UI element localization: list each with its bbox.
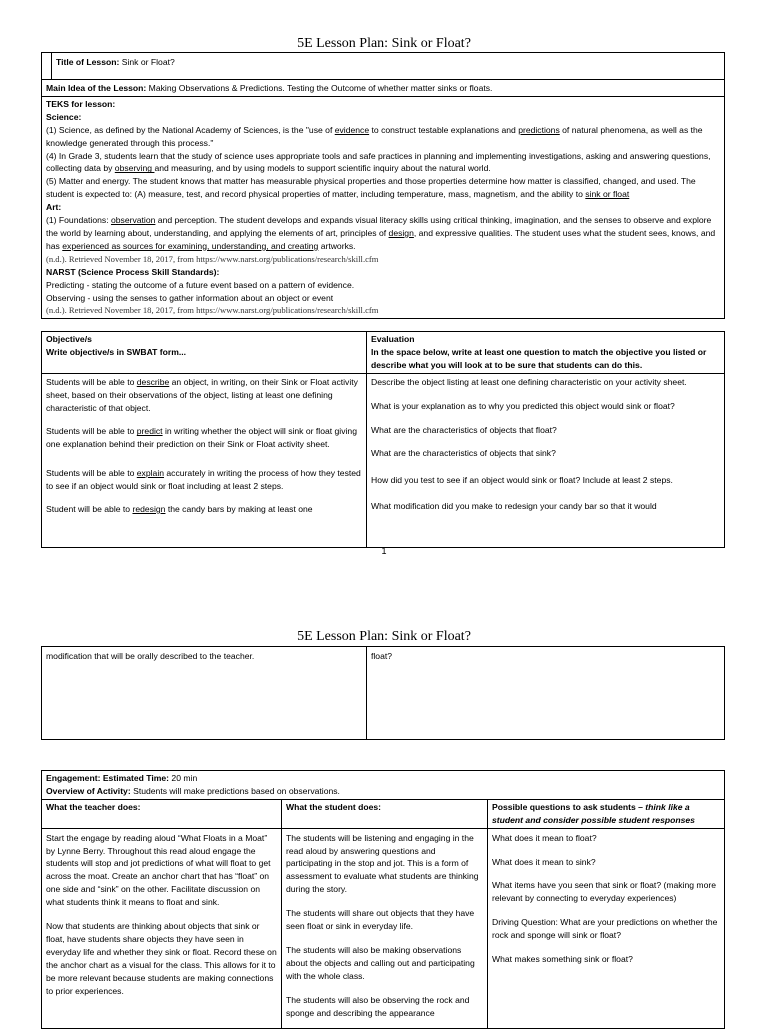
reference-2: (n.d.). Retrieved November 18, 2017, from https://www.narst.org/publications/research/skill.cfm [46, 305, 379, 316]
continuation-left: modification that will be orally described to the teacher. [42, 647, 367, 740]
student-column-header: What the student does: [282, 799, 488, 828]
objectives-table [41, 331, 725, 548]
evaluation-sink: What are the characteristics of objects that sink? [371, 448, 556, 459]
narst-observing: Observing - using the senses to gather information about an object or event [46, 292, 334, 303]
continuation-right: float? [367, 647, 725, 740]
question-5: What makes something sink or float? [492, 954, 633, 965]
main-idea-value: Making Observations & Predictions. Testing the Outcome of whether matter sinks or floats. [148, 83, 493, 93]
narst-label: NARST (Science Process Skill Standards): [46, 266, 220, 277]
engagement-overview: Overview of Activity: Students will make predictions based on observations. [46, 785, 340, 796]
question-3: What items have you seen that sink or float? (making more relevant by connecting to everyday experiences) [492, 880, 717, 904]
evaluation-subheader: In the space below, write at least one question to match the objective you listed or describe what you will look at to be sure that students can do this. [371, 346, 707, 370]
student-step-3: The students will also be making observations about the objects and calling out and participating with the whole class. [286, 944, 475, 981]
page-title: 5E Lesson Plan: Sink or Float? [297, 36, 471, 51]
objective-header: Objective/s [46, 334, 92, 344]
evaluation-describe: Describe the object listing at least one defining characteristic on your activity sheet. [371, 376, 687, 387]
question-2: What does it mean to sink? [492, 856, 596, 867]
teacher-step-2: Now that students are thinking about objects that sink or float, have students share objects they have seen in everyday life and whether they sink or float. Record these on the anchor chart as a visual for the class. This allows for it to be more relevant because students are making connections to prior experiences. [46, 921, 277, 996]
evaluation-redesign: What modification did you make to redesign your candy bar so that it would [371, 501, 657, 512]
objective-redesign: Student will be able to redesign the candy bars by making at least one [46, 504, 313, 515]
art-label: Art: [46, 202, 62, 213]
teacher-column-header: What the teacher does: [42, 799, 282, 828]
questions-column-header: Possible questions to ask students – think like a student and consider possible student responses [488, 799, 725, 828]
science-standard-1: (1) Science, as defined by the National Academy of Sciences, is the "use of evidence to construct testable explanations and predictions of natural phenomena, as well as the knowledge generated through this process." [46, 124, 703, 148]
student-step-1: The students will be listening and engaging in the read aloud by answering questions and participating in the stop and jot. This is a form of assessment to evaluate what students are thinking during the story. [286, 832, 479, 895]
engagement-table [41, 770, 725, 1029]
objectives-continuation-table [41, 646, 725, 740]
page-title-2: 5E Lesson Plan: Sink or Float? [297, 629, 471, 644]
evaluation-header: Evaluation [371, 334, 415, 344]
question-4: Driving Question: What are your predictions on whether the rock and sponge will sink or float? [492, 917, 718, 941]
teks-label: TEKS for lesson: [46, 98, 116, 109]
objective-subheader: Write objective/s in SWBAT form... [46, 346, 187, 357]
title-value: Sink or Float? [121, 57, 175, 67]
science-standard-4: (4) In Grade 3, students learn that the study of science uses appropriate tools and safe practices in planning and implementing investigations, asking and answering questions, collecting data by observing and measuring, and by using models to support scientific inquiry about the natural world. [46, 150, 711, 174]
objective-predict: Students will be able to predict in writing whether the object will sink or float giving one explanation behind their prediction on their Sink or Float activity sheet. [46, 426, 357, 450]
science-label: Science: [46, 111, 82, 122]
student-step-4: The students will also be observing the rock and sponge and describing the appearance [286, 994, 470, 1018]
student-step-2: The students will share out objects that they have seen float or sink in everyday life. [286, 908, 475, 932]
evaluation-predict: What is your explanation as to why you predicted this object would sink or float? [371, 400, 675, 411]
question-1: What does it mean to float? [492, 832, 597, 843]
page-number: 1 [381, 546, 387, 556]
evaluation-float: What are the characteristics of objects that float? [371, 424, 557, 435]
teacher-step-1: Start the engage by reading aloud “What Floats in a Moat” by Lynne Berry. Throughout this read aloud engage the students will stop and jot predictions of what will float to get across the moat. Create an anchor chart that has “float” on one side and “sink” on the other. Facilitate discussion on what students think it means to float and sink. [46, 832, 271, 908]
lesson-header-table [41, 52, 725, 319]
reference-1: (n.d.). Retrieved November 18, 2017, from https://www.narst.org/publications/research/skill.cfm [46, 253, 379, 264]
main-idea-label: Main Idea of the Lesson: [46, 83, 147, 93]
objective-explain: Students will be able to explain accurately in writing the process of how they tested to see if an object would sink or float including at least 2 steps. [46, 468, 361, 492]
art-standard-1: (1) Foundations: observation and perception. The student develops and expands visual literacy skills using critical thinking, imagination, and the senses to observe and explore the world by learning about, understanding, and applying the elements of art, principles of design, and expressive qualities. The student uses what the student sees, knows, and has experienced as sources for examining, understanding, and creating artworks. [46, 215, 716, 251]
engagement-time: Engagement: Estimated Time: 20 min [46, 773, 198, 783]
evaluation-explain: How did you test to see if an object would sink or float? Include at least 2 steps. [371, 475, 673, 486]
title-label: Title of Lesson: [56, 57, 120, 67]
narst-predicting: Predicting - stating the outcome of a future event based on a pattern of evidence. [46, 279, 355, 290]
teks-cell [42, 96, 725, 318]
science-standard-5: (5) Matter and energy. The student knows that matter has measurable physical properties and those properties determine how matter is classified, changed, and used. The student is expected to: (A) measure, test, and record physical properties of matter, including temperature, mass, magnetism, and the ability to sink or float [46, 176, 696, 200]
objective-describe: Students will be able to describe an object, in writing, on their Sink or Float activity sheet, based on their observations of the object, listing at least one defining characteristic of that object. [46, 376, 358, 413]
